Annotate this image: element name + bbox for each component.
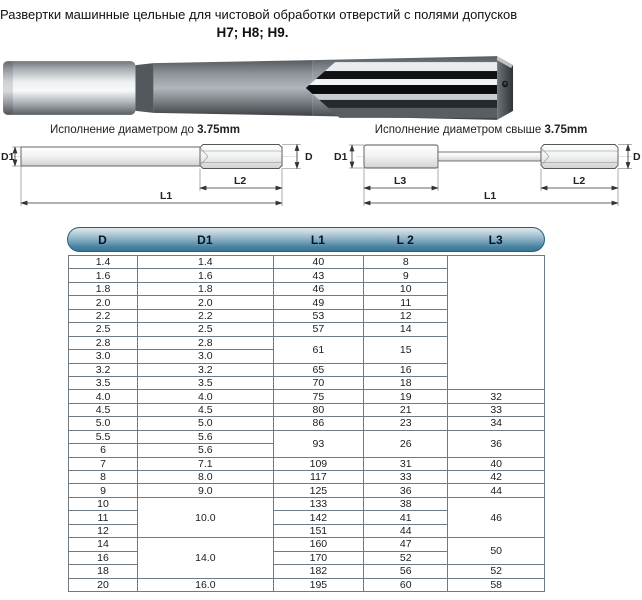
column-header: L3	[488, 232, 503, 247]
table-cell: 2.0	[138, 296, 274, 309]
table-cell: 9	[69, 484, 138, 497]
table-cell: 1.8	[69, 282, 138, 295]
table-cell: 5.6	[138, 430, 274, 443]
table-cell: 49	[273, 296, 363, 309]
table-cell: 16	[69, 551, 138, 564]
table-cell: 4.0	[138, 390, 274, 403]
table-cell: 1.4	[138, 256, 274, 269]
table-row	[69, 390, 545, 403]
table-cell: 33	[448, 403, 545, 416]
table-cell: 10.0	[138, 497, 274, 537]
shank-section	[364, 145, 438, 168]
table-cell: 5.5	[69, 430, 138, 443]
table-cell: 3.5	[138, 376, 274, 389]
table-cell: 8.0	[138, 471, 274, 484]
table-cell: 7	[69, 457, 138, 470]
table-cell: 142	[273, 511, 363, 524]
table-cell: 40	[448, 457, 545, 470]
table-cell: 4.5	[138, 403, 274, 416]
table-cell: 2.0	[69, 296, 138, 309]
table-cell: 2.5	[69, 323, 138, 336]
table-cell: 3.0	[69, 350, 138, 363]
table-cell: 23	[364, 417, 448, 430]
table-cell: 1.8	[138, 282, 274, 295]
title-line-1: Развертки машинные цельные для чистовой обработки отверстий с полями допусков	[0, 7, 518, 22]
table-cell: 151	[273, 524, 363, 537]
diagram-caption-right	[330, 124, 632, 136]
caption-text: Исполнение диаметром свыше	[374, 124, 542, 136]
dimension-diagrams	[0, 138, 642, 218]
table-cell: 182	[273, 565, 363, 578]
table-cell: 3.5	[69, 376, 138, 389]
table-cell: 16	[364, 363, 448, 376]
table-cell: 133	[273, 497, 363, 510]
table-cell: 170	[273, 551, 363, 564]
diagram-large-diameter	[334, 145, 641, 207]
table-cell: 9	[364, 269, 448, 282]
table-cell: 18	[69, 565, 138, 578]
table-cell: 53	[273, 309, 363, 322]
table-cell: 26	[364, 430, 448, 457]
table-row	[69, 457, 545, 470]
table-cell: 47	[364, 538, 448, 551]
page-title	[0, 6, 518, 41]
table-cell: 52	[448, 565, 545, 578]
table-cell: 12	[364, 309, 448, 322]
table-cell: 14.0	[138, 538, 274, 578]
table-cell: 5.6	[138, 444, 274, 457]
dim-label-l1: L1	[484, 190, 497, 202]
table-cell: 5.0	[69, 417, 138, 430]
dim-label-l3: L3	[394, 175, 407, 187]
table-cell: 38	[364, 497, 448, 510]
table-cell: 117	[273, 471, 363, 484]
table-cell: 58	[448, 578, 545, 592]
column-header: L 2	[396, 232, 414, 247]
table-cell: 2.2	[138, 309, 274, 322]
table-cell: 33	[364, 471, 448, 484]
table-cell: 8	[69, 471, 138, 484]
flute-section	[541, 145, 618, 169]
table-cell: 12	[69, 524, 138, 537]
table-cell: 3.2	[69, 363, 138, 376]
table-cell: 21	[364, 403, 448, 416]
table-row	[69, 497, 545, 510]
table-cell: 109	[273, 457, 363, 470]
dim-label-l1: L1	[160, 190, 173, 202]
table-cell: 2.2	[69, 309, 138, 322]
table-cell: 36	[448, 430, 545, 457]
table-cell: 86	[273, 417, 363, 430]
flute-section	[200, 145, 282, 169]
table-cell: 19	[364, 390, 448, 403]
table-row	[69, 430, 545, 443]
table-cell: 80	[273, 403, 363, 416]
table-cell: 125	[273, 484, 363, 497]
table-cell: 14	[69, 538, 138, 551]
table-cell: 65	[273, 363, 363, 376]
table-row	[69, 256, 545, 269]
table-cell: 1.4	[69, 256, 138, 269]
table-cell: 10	[69, 497, 138, 510]
dim-label-d: D	[633, 151, 641, 163]
column-header: D1	[197, 232, 213, 247]
table-cell: 14	[364, 323, 448, 336]
diagram-caption-left	[0, 124, 290, 136]
dim-label-l2: L2	[573, 175, 586, 187]
table-row	[69, 538, 545, 551]
reamer-shank	[3, 61, 135, 115]
table-cell: 40	[273, 256, 363, 269]
table-cell: 34	[448, 417, 545, 430]
table-cell: 2.8	[69, 336, 138, 349]
table-cell: 8	[364, 256, 448, 269]
table-cell: 57	[273, 323, 363, 336]
table-header	[67, 227, 545, 252]
spec-table	[68, 255, 545, 592]
table-cell: 6	[69, 444, 138, 457]
table-cell: 75	[273, 390, 363, 403]
caption-size: 3.75mm	[197, 124, 240, 136]
table-cell: 4.0	[69, 390, 138, 403]
table-cell: 61	[273, 336, 363, 363]
table-cell: 70	[273, 376, 363, 389]
dim-label-d: D	[305, 151, 313, 163]
table-panel	[57, 220, 557, 598]
table-cell: 46	[273, 282, 363, 295]
table-cell: 7.1	[138, 457, 274, 470]
table-row	[69, 484, 545, 497]
table-cell: 43	[273, 269, 363, 282]
table-cell: 10	[364, 282, 448, 295]
table-cell: 44	[364, 524, 448, 537]
table-cell: 56	[364, 565, 448, 578]
table-cell: 18	[364, 376, 448, 389]
diagram-small-diameter	[1, 145, 313, 207]
table-cell: 52	[364, 551, 448, 564]
table-cell	[448, 256, 545, 390]
table-cell: 50	[448, 538, 545, 565]
caption-size: 3.75mm	[544, 124, 588, 136]
table-cell: 160	[273, 538, 363, 551]
table-cell: 20	[69, 578, 138, 592]
table-cell: 1.6	[69, 269, 138, 282]
table-cell: 42	[448, 471, 545, 484]
table-cell: 36	[364, 484, 448, 497]
reamer-body	[153, 60, 312, 116]
column-header: L1	[310, 232, 325, 247]
table-cell: 60	[364, 578, 448, 592]
dim-label-l2: L2	[234, 175, 247, 187]
table-cell: 2.8	[138, 336, 274, 349]
table-cell: 41	[364, 511, 448, 524]
table-cell: 31	[364, 457, 448, 470]
table-cell: 195	[273, 578, 363, 592]
table-cell: 3.2	[138, 363, 274, 376]
reamer-photo	[2, 52, 520, 122]
table-cell: 9.0	[138, 484, 274, 497]
dim-label-d1: D1	[1, 151, 15, 163]
reamer-flutes	[301, 62, 500, 118]
table-row	[69, 403, 545, 416]
title-line-2: Н7; Н8; Н9.	[216, 25, 289, 40]
table-cell: 11	[364, 296, 448, 309]
table-cell: 46	[448, 497, 545, 537]
table-cell: 1.6	[138, 269, 274, 282]
table-cell: 11	[69, 511, 138, 524]
table-cell: 32	[448, 390, 545, 403]
table-row	[69, 471, 545, 484]
table-row	[69, 417, 545, 430]
table-cell: 16.0	[138, 578, 274, 592]
table-cell: 44	[448, 484, 545, 497]
table-cell: 3.0	[138, 350, 274, 363]
dim-label-d1: D1	[334, 151, 348, 163]
table-grid	[68, 255, 545, 592]
table-cell: 5.0	[138, 417, 274, 430]
table-cell: 93	[273, 430, 363, 457]
table-cell: 2.5	[138, 323, 274, 336]
column-header: D	[98, 232, 107, 247]
table-row	[69, 578, 545, 592]
table-cell: 15	[364, 336, 448, 363]
caption-text: Исполнение диаметром до	[50, 124, 194, 136]
table-cell: 4.5	[69, 403, 138, 416]
